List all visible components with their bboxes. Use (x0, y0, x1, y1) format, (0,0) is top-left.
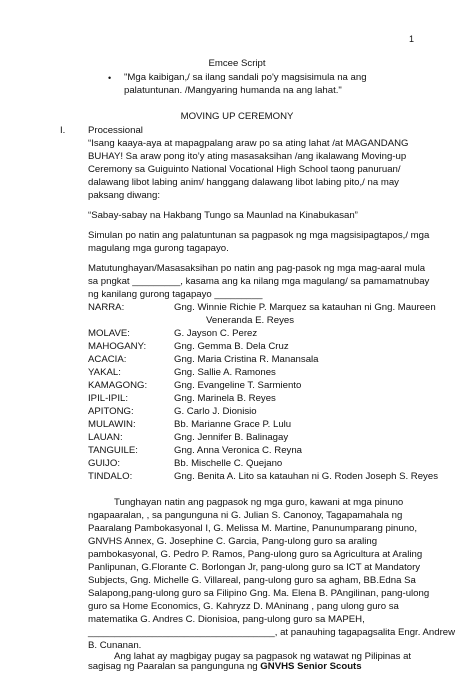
intro-line: Ceremony sa Guiguinto National Vocational High School taong panuruan/ (88, 164, 401, 175)
intro-line: “Isang kaaya-aya at mapagpalang araw po sa ating lahat /at MAGANDANG (88, 138, 409, 149)
section-name: TANGUILE: (88, 445, 138, 456)
intro-line: BUHAY! Sa araw pong ito’y ating masasaksihan /ang ikalawang Moving-up (88, 151, 407, 162)
section-adviser: G. Jayson C. Perez (174, 328, 258, 339)
tunghayan-line: matematika G. Andres C. Dionisioa, pang-ulong guro sa MAPEH, (88, 614, 365, 625)
section-adviser: Bb. Marianne Grace P. Lulu (174, 419, 292, 430)
bullet-line-1: "Mga kaibigan,/ sa ilang sandali po'y magsisimula na ang (124, 72, 367, 83)
section-name: KAMAGONG: (88, 380, 148, 391)
tunghayan-line: ngapaaralan, , sa pangunguna ni G. Julian S. Canonoy, Tagapamahala ng (88, 510, 403, 521)
section-name: LAUAN: (88, 432, 123, 443)
section-adviser: Gng. Jennifer B. Balinagay (174, 432, 289, 443)
section-adviser: Gng. Marinela B. Reyes (174, 393, 276, 404)
section-number: I. (60, 125, 66, 136)
section-name: TINDALO: (88, 471, 133, 482)
ceremony-title: MOVING UP CEREMONY (180, 111, 294, 122)
matutunghayan-line: ng kanilang gurong tagapayo _________ (88, 289, 263, 300)
intro-line: paksang diwang: (88, 190, 161, 201)
tunghayan-line: GNVHS Annex, G. Josephine C. Garcia, Pang-ulong guro sa araling (88, 536, 378, 547)
section-adviser: Bb. Mischelle C. Quejano (174, 458, 283, 469)
section-adviser: Gng. Anna Veronica C. Reyna (174, 445, 302, 456)
tunghayan-line: Salapong,pang-ulong guro sa Filipino Gng. Ma. Elena B. PAngilinan, pang-ulong (88, 588, 430, 599)
section-name: ACACIA: (88, 354, 127, 365)
page-number: 1 (408, 34, 414, 44)
matutunghayan-line: sa pngkat _________, kasama ang ka nilang mga magulang/ sa pamamatnubay (88, 276, 430, 287)
tunghayan-line: Paaralang Pambokasyonal I, G. Melissa M. Martine, Panunumparang pinuno, (88, 523, 418, 534)
section-adviser: Gng. Evangeline T. Sarmiento (174, 380, 302, 391)
flag-line: Ang lahat ay magbigay pugay sa pagpasok ng watawat ng Pilipinas at (114, 651, 412, 662)
section-name: MAHOGANY: (88, 341, 147, 352)
section-adviser: Gng. Maria Cristina R. Manansala (174, 354, 319, 365)
tunghayan-line: pambokasyonal, G. Pedro P. Ramos, Pang-ulong guro sa Agricultura at Araling (88, 549, 423, 560)
section-name: GUIJO: (88, 458, 120, 469)
tunghayan-line: Subjects, Gng. Michelle G. Villareal, pang-ulong guro sa agham, BB.Edna Sa (88, 575, 416, 586)
simulan-line: Simulan po natin ang palatuntunan sa pagpasok ng mga magsisipagtapos,/ mga (88, 230, 430, 241)
tunghayan-line: Panlipunan, G.Florante C. Borlongan Jr, pang-ulong guro sa ICT at Mandatory (88, 562, 421, 573)
section-adviser: Gng. Benita A. Lito sa katauhan ni G. Roden Joseph S. Reyes (174, 471, 438, 482)
section-adviser: Gng. Winnie Richie P. Marquez sa katauhan ni Gng. Maureen (174, 302, 436, 313)
flag-line-text: sagisag ng Paaralan sa pangunguna ng (88, 661, 261, 672)
theme-quote: “Sabay-sabay na Hakbang Tungo sa Maunlad na Kinabukasan” (88, 210, 358, 221)
tunghayan-line: ___________________________________, at panauhing tagapagsalita Engr. Andrew (88, 627, 456, 638)
script-title: Emcee Script (208, 58, 266, 69)
senior-scouts-text: GNVHS Senior Scouts (260, 661, 362, 672)
section-title: Processional (88, 125, 143, 136)
matutunghayan-line: Matutunghayan/Masasaksihan po natin ang pag-pasok ng mga mag-aaral mula (88, 263, 426, 274)
section-name: MOLAVE: (88, 328, 130, 339)
section-name: YAKAL: (88, 367, 121, 378)
section-adviser: Gng. Gemma B. Dela Cruz (174, 341, 289, 352)
section-name: MULAWIN: (88, 419, 136, 430)
simulan-line: magulang mga gurong tagapayo. (88, 243, 229, 254)
section-adviser: Gng. Sallie A. Ramones (174, 367, 276, 378)
section-name: APITONG: (88, 406, 134, 417)
flag-line (88, 660, 362, 673)
intro-line: dalawang libot labing anim/ hanggang dalawang libot labing pito,/ na may (88, 177, 399, 188)
bullet-line-2: palatuntunan. /Mangyaring humanda na ang lahat." (124, 85, 342, 96)
tunghayan-line: Tunghayan natin ang pagpasok ng mga guro, kawani at mga pinuno (114, 497, 404, 508)
bullet-icon: • (108, 73, 112, 83)
section-adviser: G. Carlo J. Dionisio (174, 406, 257, 417)
section-name: NARRA: (88, 302, 125, 313)
tunghayan-line: guro sa Home Economics, G. Kahryzz D. MAninang , pang ulong guro sa (88, 601, 399, 612)
section-name: IPIL-IPIL: (88, 393, 128, 404)
section-adviser: Veneranda E. Reyes (206, 315, 295, 326)
tunghayan-line: B. Cunanan. (88, 640, 142, 651)
